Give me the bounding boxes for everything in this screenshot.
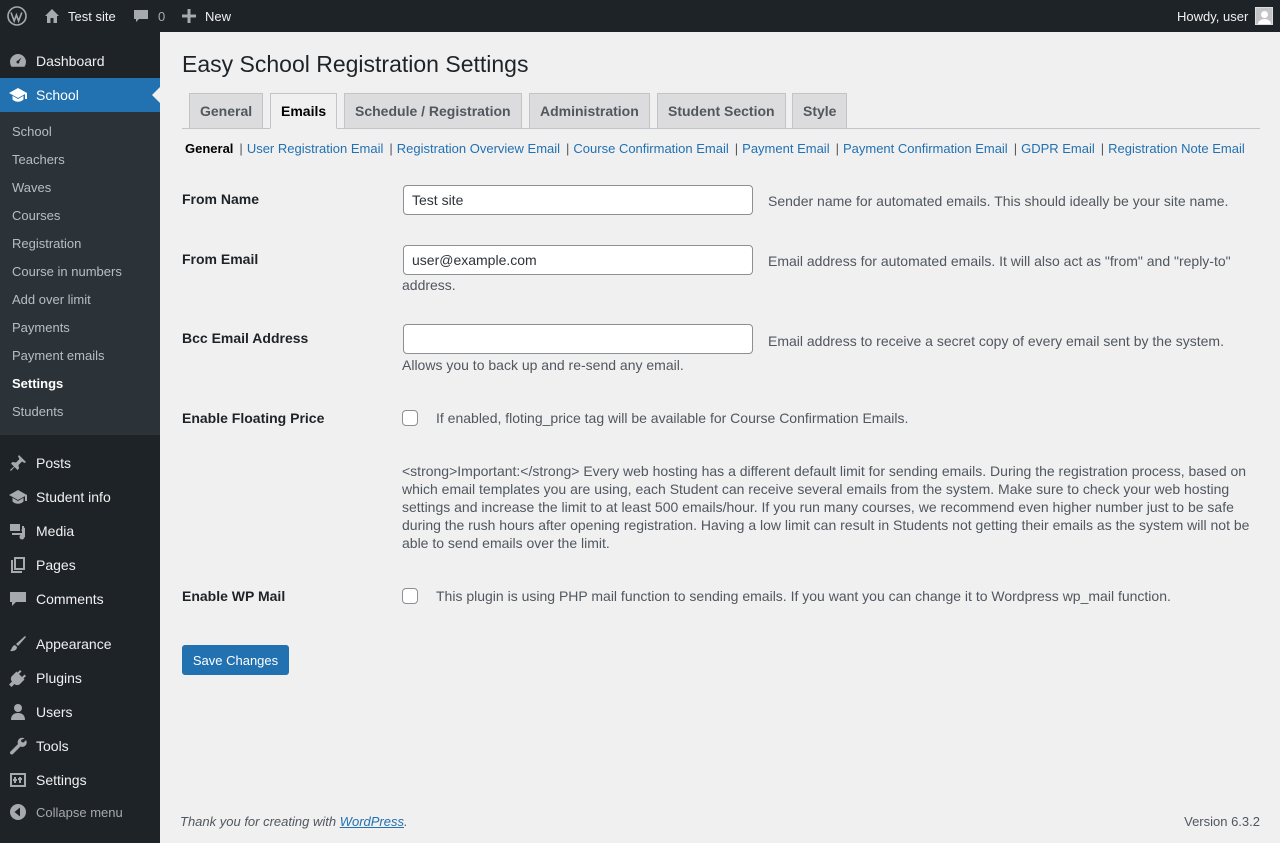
floating-price-label: Enable Floating Price <box>182 410 325 426</box>
wp-mail-label: Enable WP Mail <box>182 588 286 604</box>
menu-label: Comments <box>36 591 104 607</box>
school-cap-icon <box>8 487 28 507</box>
menu-label: Dashboard <box>36 53 105 69</box>
footer-thanks <box>180 814 408 829</box>
submenu-item-payment-emails[interactable]: Payment emails <box>12 348 105 363</box>
from-email-description-cont: address. <box>402 277 456 293</box>
current-menu-arrow <box>152 87 160 103</box>
submenu-item-teachers[interactable]: Teachers <box>12 152 65 167</box>
collapse-label: Collapse menu <box>36 804 123 820</box>
menu-users[interactable] <box>0 695 160 729</box>
footer-version: Version 6.3.2 <box>1184 814 1260 829</box>
submenu-item-students[interactable]: Students <box>12 404 64 419</box>
menu-label: Appearance <box>36 636 112 652</box>
tab-student-section[interactable]: Student Section <box>657 93 786 129</box>
subsub-item-payment-confirmation-email[interactable]: Payment Confirmation Email <box>842 141 1008 156</box>
wordpress-logo-icon[interactable] <box>7 0 27 32</box>
page-title: Easy School Registration Settings <box>182 51 529 77</box>
submenu-item-settings[interactable]: Settings <box>12 376 64 391</box>
comment-icon <box>8 589 28 609</box>
tab-general[interactable]: General <box>189 93 263 129</box>
menu-label: Posts <box>36 455 72 471</box>
footer-thanks-prefix: Thank you for creating with <box>180 814 340 829</box>
subsub-item-general[interactable]: General <box>185 141 234 156</box>
floating-price-checkbox[interactable] <box>402 410 418 426</box>
from-name-label: From Name <box>182 191 260 207</box>
tab-emails[interactable]: Emails <box>270 93 337 129</box>
media-icon <box>8 521 28 541</box>
submenu-item-payments[interactable]: Payments <box>12 320 70 335</box>
menu-posts[interactable] <box>0 446 160 480</box>
submenu-item-add-over-limit[interactable]: Add over limit <box>12 292 91 307</box>
submenu-item-courses[interactable]: Courses <box>12 208 61 223</box>
paintbrush-icon <box>8 634 28 654</box>
school-cap-icon <box>8 85 28 105</box>
howdy-text: Howdy, user <box>1177 8 1249 24</box>
from-name-description: Sender name for automated emails. This should ideally be your site name. <box>768 193 1229 209</box>
new-content-link[interactable] <box>182 0 231 32</box>
menu-label: Settings <box>36 772 87 788</box>
pages-icon <box>8 555 28 575</box>
admin-bar <box>0 0 1280 32</box>
wp-mail-checkbox[interactable] <box>402 588 418 604</box>
site-name: Test site <box>68 8 116 24</box>
comments-link[interactable] <box>133 0 165 32</box>
new-label: New <box>205 8 232 24</box>
floating-price-description: If enabled, floting_price tag will be available for Course Confirmation Emails. <box>436 410 909 426</box>
from-name-input[interactable] <box>403 185 753 215</box>
wp-mail-description: This plugin is using PHP mail function to sending emails. If you want you can change it to Wordpress wp_mail function. <box>436 588 1171 604</box>
from-email-input[interactable] <box>403 245 753 275</box>
collapse-arrow-icon <box>8 802 28 822</box>
bcc-email-input[interactable] <box>403 324 753 354</box>
important-notice: <strong>Important:</strong> Every web hosting has a different default limit for sending emails. During the registration process, based on which email templates you are using, each Student can receive several emails from the system. Make sure to check your web hosting settings and increase the limit to at least 500 emails/hour. If you run many courses, we recommend even higher number just to be safe during the rush hours after opening registration. Having a low limit can result in Students not getting their emails as the system will not be able to send emails over the limit. <box>402 463 1250 551</box>
tab-style[interactable]: Style <box>792 93 847 129</box>
bcc-email-label: Bcc Email Address <box>182 330 309 346</box>
menu-student-info[interactable] <box>0 480 160 514</box>
from-email-label: From Email <box>182 251 259 267</box>
menu-label: Student info <box>36 489 111 505</box>
site-name-link[interactable] <box>44 0 116 32</box>
menu-label: Media <box>36 523 75 539</box>
menu-label: School <box>36 87 79 103</box>
collapse-menu-button[interactable] <box>0 795 160 829</box>
home-icon <box>44 8 60 24</box>
submenu-item-waves[interactable]: Waves <box>12 180 52 195</box>
menu-label: Tools <box>36 738 69 754</box>
menu-tools[interactable] <box>0 729 160 763</box>
subsub-item-course-confirmation-email[interactable]: Course Confirmation Email <box>573 141 729 156</box>
submenu-item-course-in-numbers[interactable]: Course in numbers <box>12 264 122 279</box>
menu-label: Pages <box>36 557 76 573</box>
email-subsections-nav: General | User Registration Email | Registration Overview Email | Course Confirmation Email | Payment Email | Payment Confirmation Email | GDPR Email | Registration Note Email <box>185 141 1245 156</box>
subsub-item-payment-email[interactable]: Payment Email <box>742 141 830 156</box>
plus-icon <box>182 9 196 23</box>
save-changes-button[interactable]: Save Changes <box>182 645 289 675</box>
wrench-icon <box>8 736 28 756</box>
menu-label: Plugins <box>36 670 82 686</box>
subsub-item-registration-overview-email[interactable]: Registration Overview Email <box>396 141 561 156</box>
subsub-item-user-registration-email[interactable]: User Registration Email <box>246 141 384 156</box>
submenu-item-school[interactable]: School <box>12 124 52 139</box>
dashboard-icon <box>8 51 28 71</box>
avatar <box>1255 7 1273 25</box>
admin-sidebar <box>0 32 160 843</box>
menu-appearance[interactable] <box>0 627 160 661</box>
menu-media[interactable] <box>0 514 160 548</box>
menu-label: Users <box>36 704 73 720</box>
from-email-description: Email address for automated emails. It will also act as "from" and "reply-to" <box>768 253 1231 269</box>
subsub-item-gdpr-email[interactable]: GDPR Email <box>1021 141 1095 156</box>
menu-settings[interactable] <box>0 763 160 797</box>
comments-count: 0 <box>158 8 166 24</box>
footer-thanks-suffix: . <box>404 814 408 829</box>
bcc-email-description-cont: Allows you to back up and re-send any email. <box>402 357 684 373</box>
menu-dashboard[interactable] <box>0 44 160 78</box>
wordpress-link[interactable]: WordPress <box>339 814 404 829</box>
bcc-email-description: Email address to receive a secret copy of every email sent by the system. <box>768 333 1224 349</box>
users-icon <box>8 702 28 722</box>
menu-school[interactable] <box>0 78 160 112</box>
tab-schedule-registration[interactable]: Schedule / Registration <box>344 93 522 129</box>
menu-comments[interactable] <box>0 582 160 616</box>
comment-icon <box>133 8 149 24</box>
settings-icon <box>8 770 28 790</box>
subsub-item-registration-note-email[interactable]: Registration Note Email <box>1108 141 1245 156</box>
plugin-icon <box>8 668 28 688</box>
menu-plugins[interactable] <box>0 661 160 695</box>
submenu-item-registration[interactable]: Registration <box>12 236 82 251</box>
school-submenu <box>0 112 160 435</box>
tab-administration[interactable]: Administration <box>529 93 650 129</box>
menu-pages[interactable] <box>0 548 160 582</box>
pushpin-icon <box>8 453 28 473</box>
my-account-link[interactable] <box>1177 0 1273 32</box>
